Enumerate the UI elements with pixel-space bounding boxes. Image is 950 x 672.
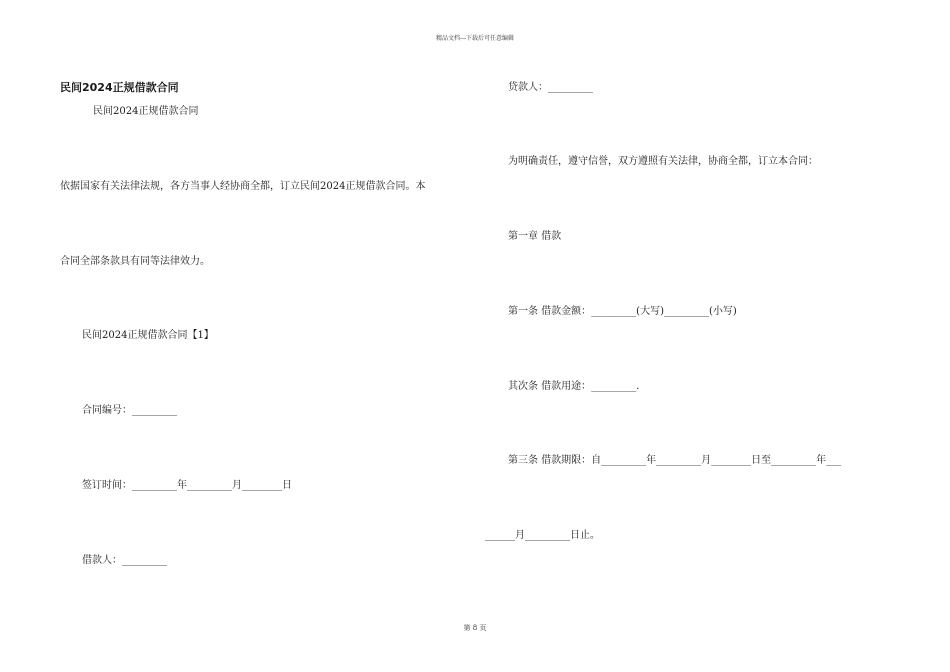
- signing-date-field: 签订时间：_________年_________月________日: [82, 480, 292, 491]
- section-heading: 民间2024正规借款合同【1】: [82, 330, 214, 341]
- intro-paragraph-line-2: 合同全部条款具有同等法律效力。: [60, 256, 210, 267]
- article-3-term-line-2: ______月_________日止。: [485, 530, 600, 541]
- document-subtitle: 民间2024正规借款合同: [93, 106, 199, 117]
- contract-number-field: 合同编号：_________: [82, 405, 177, 416]
- borrower-field: 借款人：_________: [82, 555, 167, 566]
- lender-field: 贷款人：_________: [508, 82, 593, 93]
- page-number: 第 8 页: [463, 624, 487, 632]
- article-3-term-line-1: 第三条 借款期限：自_________年_________月________日至_________年___: [508, 455, 842, 466]
- chapter-heading: 第一章 借款: [508, 231, 562, 242]
- page-header: 精品文档---下载后可任意编辑: [435, 35, 515, 42]
- intro-paragraph-line-1: 依据国家有关法律法规，各方当事人经协商全都，订立民间2024正规借款合同。本: [60, 181, 426, 192]
- document-title: 民间2024正规借款合同: [60, 81, 179, 94]
- article-2-purpose: 其次条 借款用途：_________.: [508, 381, 640, 392]
- purpose-statement: 为明确责任，遵守信誉，双方遵照有关法律，协商全都，订立本合同：: [508, 156, 818, 167]
- article-1-amount: 第一条 借款金额：_________(大写)_________(小写): [508, 306, 737, 317]
